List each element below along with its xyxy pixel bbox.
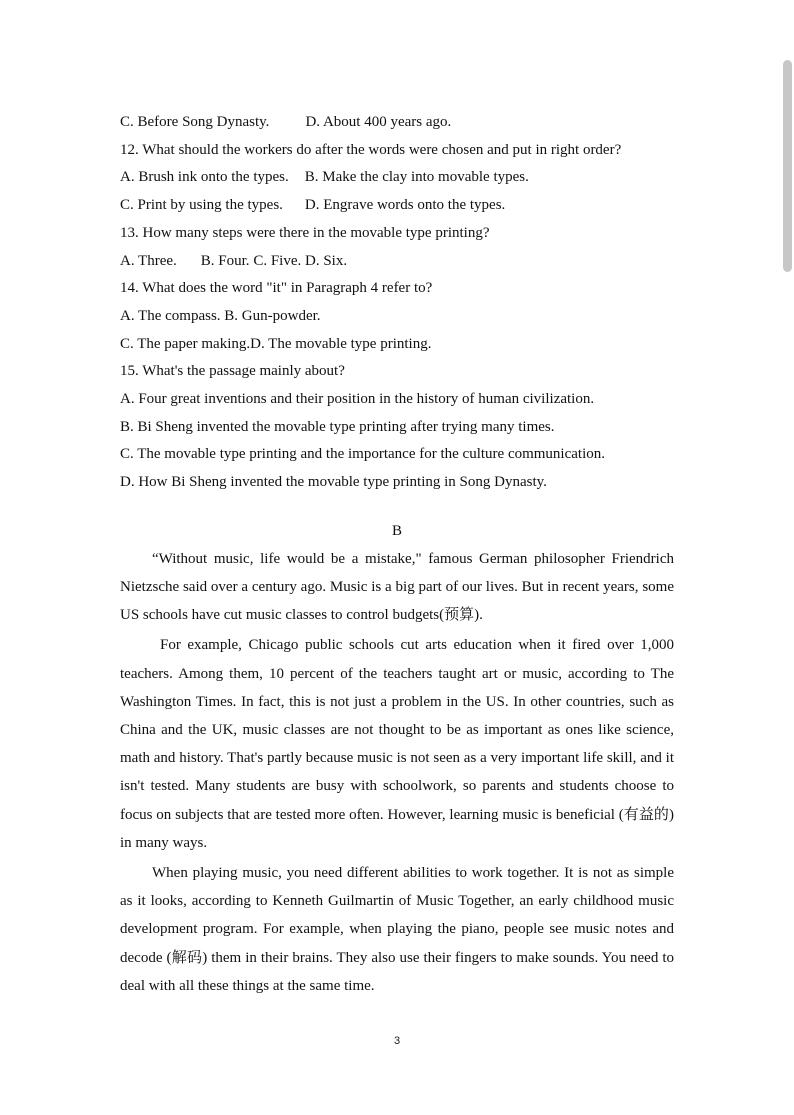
q13-option-b: B. Four.: [200, 252, 250, 269]
q13-option-c: C. Five.: [253, 252, 302, 269]
q11-option-c: C. Before Song Dynasty.: [120, 114, 270, 130]
q14-options-cd: [120, 331, 674, 359]
scrollbar-thumb[interactable]: [783, 60, 792, 272]
q11-option-d: D. About 400 years ago.: [305, 114, 452, 130]
vertical-scrollbar[interactable]: [780, 0, 794, 1115]
q12-option-d: D. Engrave words onto the types.: [304, 197, 506, 214]
q12-options-cd: [120, 192, 674, 220]
q11-options-cd: [120, 109, 674, 137]
q12-options-ab: [120, 164, 674, 192]
q13-options: [120, 248, 674, 276]
q14-option-b: B. Gun-powder.: [224, 307, 321, 324]
q13-stem: 13. How many steps were there in the movable type printing?: [120, 224, 490, 241]
q12-option-c: C. Print by using the types.: [120, 197, 283, 214]
page-number: 3: [393, 1035, 401, 1047]
q14-option-a: A. The compass.: [120, 307, 221, 324]
q15-option-a: A. Four great inventions and their position in the history of human civilization.: [120, 391, 595, 408]
passage-paragraph-1: “Without music, life would be a mistake," famous German philosopher Friendrich Nietzsche said over a century ago. Music is a big part of our lives. But in recent years, some US schools have cut music classes to control budgets(预算).: [120, 550, 674, 624]
q14-stem: 14. What does the word "it" in Paragraph 4 refer to?: [120, 280, 433, 297]
q14-options-ab: [120, 303, 674, 331]
q14-option-c: C. The paper making.: [120, 335, 251, 352]
q14-option-d: D. The movable type printing.: [250, 335, 432, 352]
q15-option-b: B. Bi Sheng invented the movable type printing after trying many times.: [120, 418, 555, 435]
q13-option-d: D. Six.: [305, 252, 348, 269]
q13-option-a: A. Three.: [120, 252, 177, 269]
q15-option-c: C. The movable type printing and the importance for the culture communication.: [120, 446, 606, 463]
q12-stem: 12. What should the workers do after the words were chosen and put in right order?: [120, 141, 622, 158]
section-b-title: B: [391, 522, 402, 539]
passage-paragraph-2: For example, Chicago public schools cut arts education when it fired over 1,000 teachers. Among them, 10 percent of the teachers taught art or music, according to The Washington Times. In fact, this is not just a problem in the US. In other countries, such as China and the UK, music classes are not thought to be as important as ones like science, math and history. That's partly because music is not seen as a very important life skill, and it isn't tested. Many students are busy with schoolwork, so parents and students choose to focus on subjects that are tested more often. However, learning music is beneficial (有益的) in many ways.: [120, 637, 674, 851]
q12-option-b: B. Make the clay into movable types.: [304, 169, 529, 186]
q15-option-d: D. How Bi Sheng invented the movable type printing in Song Dynasty.: [120, 474, 547, 491]
q12-option-a: A. Brush ink onto the types.: [120, 169, 289, 186]
passage-paragraph-3: When playing music, you need different abilities to work together. It is not as simple as it looks, according to Kenneth Guilmartin of Music Together, an early childhood music development program. For example, when playing the piano, people see music notes and decode (解码) them in their brains. They also use their fingers to make sounds. You need to deal with all these things at the same time.: [120, 865, 674, 994]
page-content: [120, 109, 674, 1000]
q15-stem: 15. What's the passage mainly about?: [120, 363, 345, 380]
